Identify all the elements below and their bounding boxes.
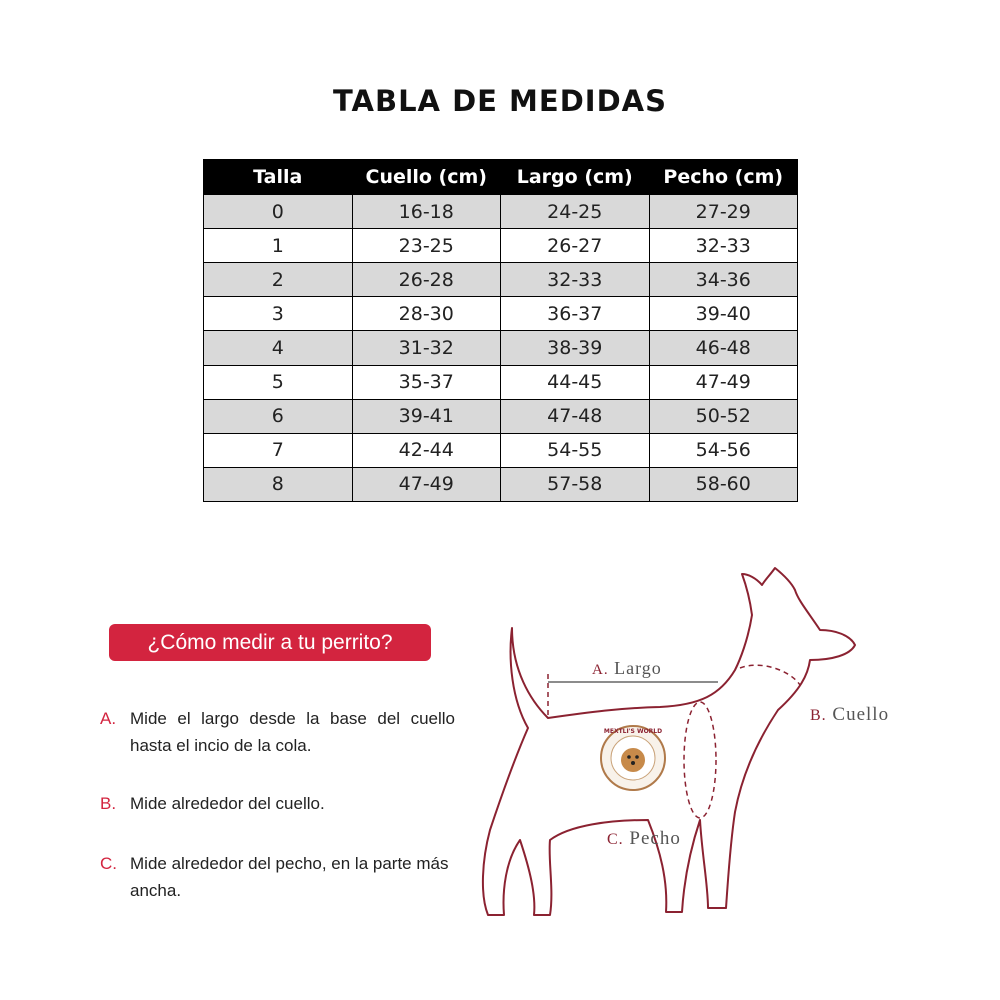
step-b bbox=[100, 790, 455, 817]
cell-cuello: 39-41 bbox=[352, 399, 501, 433]
cell-cuello: 47-49 bbox=[352, 467, 501, 501]
table-row bbox=[204, 229, 798, 263]
cell-talla: 5 bbox=[204, 365, 353, 399]
dog-measure-diagram bbox=[460, 560, 1000, 940]
cell-largo: 47-48 bbox=[501, 399, 650, 433]
cell-talla: 2 bbox=[204, 263, 353, 297]
table-row bbox=[204, 467, 798, 501]
cell-talla: 3 bbox=[204, 297, 353, 331]
cell-pecho: 47-49 bbox=[649, 365, 798, 399]
label-largo-letter: A. bbox=[592, 662, 609, 678]
header-cuello: Cuello (cm) bbox=[352, 160, 501, 195]
badge-text: MEXTLI'S WORLD bbox=[603, 728, 663, 735]
cell-talla: 0 bbox=[204, 195, 353, 229]
table-header-row bbox=[204, 160, 798, 195]
table-row bbox=[204, 433, 798, 467]
brand-badge bbox=[601, 726, 665, 790]
cell-talla: 8 bbox=[204, 467, 353, 501]
step-c bbox=[100, 850, 455, 904]
cell-pecho: 58-60 bbox=[649, 467, 798, 501]
step-c-letter: C. bbox=[100, 854, 117, 873]
cell-pecho: 46-48 bbox=[649, 331, 798, 365]
step-a-letter: A. bbox=[100, 709, 117, 728]
cell-cuello: 42-44 bbox=[352, 433, 501, 467]
cell-largo: 32-33 bbox=[501, 263, 650, 297]
label-largo bbox=[592, 658, 662, 678]
cell-largo: 24-25 bbox=[501, 195, 650, 229]
cell-cuello: 26-28 bbox=[352, 263, 501, 297]
step-a bbox=[100, 705, 455, 759]
table-row bbox=[204, 331, 798, 365]
cell-largo: 36-37 bbox=[501, 297, 650, 331]
table-row bbox=[204, 195, 798, 229]
cell-talla: 4 bbox=[204, 331, 353, 365]
label-pecho-word: Pecho bbox=[629, 828, 681, 849]
cell-cuello: 23-25 bbox=[352, 229, 501, 263]
label-cuello-letter: B. bbox=[810, 707, 827, 724]
header-largo: Largo (cm) bbox=[501, 160, 650, 195]
cell-talla: 7 bbox=[204, 433, 353, 467]
label-pecho-letter: C. bbox=[607, 831, 624, 848]
cell-cuello: 28-30 bbox=[352, 297, 501, 331]
table-row bbox=[204, 263, 798, 297]
cell-largo: 57-58 bbox=[501, 467, 650, 501]
label-pecho bbox=[607, 828, 681, 849]
cell-largo: 38-39 bbox=[501, 331, 650, 365]
cell-cuello: 16-18 bbox=[352, 195, 501, 229]
cell-cuello: 35-37 bbox=[352, 365, 501, 399]
step-b-text: Mide alrededor del cuello. bbox=[130, 794, 325, 813]
cell-talla: 1 bbox=[204, 229, 353, 263]
header-pecho: Pecho (cm) bbox=[649, 160, 798, 195]
step-c-text: Mide alrededor del pecho, en la parte más ancha. bbox=[130, 854, 449, 900]
size-table bbox=[203, 159, 798, 502]
table-row bbox=[204, 297, 798, 331]
label-cuello-word: Cuello bbox=[832, 704, 890, 725]
header-talla: Talla bbox=[204, 160, 353, 195]
cell-pecho: 50-52 bbox=[649, 399, 798, 433]
how-to-measure-heading: ¿Cómo medir a tu perrito? bbox=[109, 624, 431, 661]
cell-largo: 44-45 bbox=[501, 365, 650, 399]
neck-measure-line bbox=[740, 665, 800, 685]
label-largo-word: Largo bbox=[614, 658, 662, 678]
cell-pecho: 39-40 bbox=[649, 297, 798, 331]
dog-outline bbox=[483, 568, 855, 915]
label-cuello bbox=[810, 704, 889, 725]
cell-pecho: 34-36 bbox=[649, 263, 798, 297]
cell-talla: 6 bbox=[204, 399, 353, 433]
cell-pecho: 27-29 bbox=[649, 195, 798, 229]
cell-largo: 54-55 bbox=[501, 433, 650, 467]
cell-pecho: 54-56 bbox=[649, 433, 798, 467]
chest-measure-line bbox=[684, 702, 716, 818]
cell-pecho: 32-33 bbox=[649, 229, 798, 263]
step-b-letter: B. bbox=[100, 794, 117, 813]
table-row bbox=[204, 399, 798, 433]
cell-largo: 26-27 bbox=[501, 229, 650, 263]
step-a-text: Mide el largo desde la base del cuello hasta el incio de la cola. bbox=[130, 709, 455, 755]
page-title: TABLA DE MEDIDAS bbox=[332, 84, 667, 118]
table-row bbox=[204, 365, 798, 399]
cell-cuello: 31-32 bbox=[352, 331, 501, 365]
